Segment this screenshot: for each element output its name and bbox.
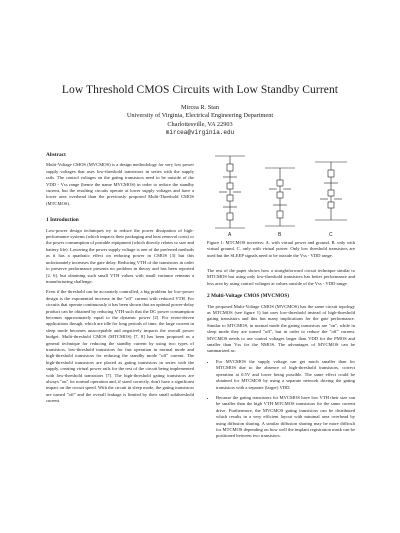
figure-1-caption: Figure 1: MTCMOS inverters: A. with virtual power and ground, B. only with virtual ground, C. only with virtual power. Only low threshold transistors are used but the SLEEP signals need to be outside the Vss - VDD range. (207, 240, 355, 258)
intro-paragraph-2: Even if the threshold can be accurately controlled, a big problem for low-power design is the exponential increase in the "off" current with reduced VTH. For circuits that operate continuously it has been shown that an optimal power-delay product can be obtained by reducing VTH such that the DC power consumption becomes approximately equal to the dynamic power [2]. For event-driven applications though, which are idle for long periods of time, the large current in sleep mode becomes unacceptable and negatively impacts the overall power budget. Multi-threshold CMOS (MTCMOS) [7, 8] has been proposed as a general technique for reducing the standby current by using two types of transistors, low-threshold transistors for fast operation in normal mode and high-threshold transistors for reducing the standby mode "off" current. The high-threshold transistors are placed as gating transistors in series with the supply, creating virtual power rails for the rest of the circuit being implemented with low-threshold transistors [7]. The high-threshold gating transistors are always "on" for normal operation and, if sized correctly, don't have a significant impact on the circuit speed. With the circuit in sleep mode, the gating transistors are turned "off" and the overall leakage is limited by their small subthreshold current. (46, 289, 194, 404)
author-city: Charlottesville, VA 22903 (167, 120, 233, 128)
left-column (46, 152, 194, 409)
author-name: Mircea R. Stan (181, 104, 219, 111)
author-affiliation: University of Virginia, Electrical Engineering Department (126, 112, 274, 120)
figure-label-c: C (329, 232, 333, 238)
author-block (0, 104, 400, 138)
author-email: mircea@virginia.edu (165, 129, 235, 137)
section-2-heading: 2 Multi-Voltage CMOS (MVCMOS) (207, 293, 290, 300)
intro-heading: 1 Introduction (46, 217, 79, 224)
figure-label-b: B (278, 232, 282, 238)
advantages-list (207, 359, 355, 440)
abstract-heading: Abstract (46, 152, 66, 158)
intro-paragraph-1: Low-power design techniques try to reduce the power dissipation of high-performance systems (which impacts their packaging and heat removal costs) or the power consumption of portable equipment (which directly relates to size and battery life). Lowering the power supply voltage is one of the preferred methods as it has a quadratic effect on reducing power in CMOS [3] but this unfortunately increases the gate delay. Reducing VTH of the transistors in order to preserve performance presents no problem in theory and has been reported [2, 6], but obtaining such small VTH values with small variance remains a manufacturing challenge. (46, 227, 194, 284)
paper-title: Low Threshold CMOS Circuits with Low Standby Current (61, 84, 339, 96)
right-column (207, 268, 355, 444)
figure-label-a: A (228, 232, 232, 238)
advantage-item-1: • For MVCMOS the supply voltage can get much smaller than for MTCMOS due to the absence of high-threshold transistors, correct operation at 0.5V and lower being possible. The same effect could be obtained for MTCMOS by using a separate network driving the gating transistors with a separate (larger) VDD. (216, 359, 355, 391)
advantage-item-2: • Because the gating transistors for MVCMOS have low VTH their size can be smaller than the high VTH MTCMOS transistors for the same current drive. Furthermore, the MVCMOS gating transistors can be distributed which results in a very efficient layout with minimal area overhead by using diffusion sharing. A similar diffusion sharing may be more difficult for MTCMOS depending on how well the implant registration mask can be positioned between two transistors. (216, 395, 355, 440)
mtcmos-inverters-diagram (207, 150, 357, 238)
abstract-text: Multi-Voltage CMOS (MVCMOS) is a design methodology for very low power supply voltages that uses low-threshold transistors in series with the supply rails. The control voltages on the gating transistors need to be outside of the VDD - Vss range (hence the name MVCMOS) in order to reduce the standby current, but the resulting circuits operate at lower supply voltages and have a lower area overhead than the previously proposed Multi-Threshold CMOS (MTCMOS). (46, 162, 194, 206)
right-paragraph-rest: The rest of the paper shows how a straightforward circuit technique similar to MTCMOS but using only low-threshold transistors has better performance and less area by using control voltages at values outside of the Vss - VDD range. (207, 268, 355, 286)
section-2-paragraph-1: The proposed Multi-Voltage CMOS (MVCMOS) has the same circuit topology as MTCMOS (see figure 1) but uses low-threshold instead of high-threshold gating transistors and this has many implications for the gate performance. Similar to MTCMOS, in normal mode the gating transistors are "on", while in sleep mode they are turned "off", but in order to reduce the "off" current, MVCMOS needs to use control voltages larger than VDD for the PMOS and smaller than Vss for the NMOS. The advantages of MVCMOS can be summarized as: (207, 303, 355, 354)
figure-1-circuit (207, 150, 357, 238)
